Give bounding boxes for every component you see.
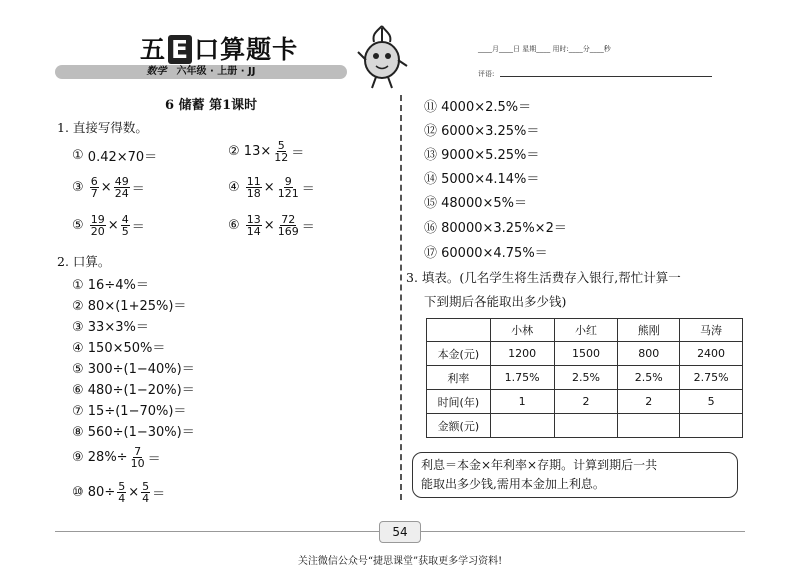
answer-cell[interactable] xyxy=(490,414,554,438)
header-matao: 马涛 xyxy=(680,319,743,342)
comment-line[interactable] xyxy=(500,68,712,77)
table-row: 利率 1.75% 2.5% 2.5% 2.75% xyxy=(427,366,743,390)
r-item-12: ⑫ 6000×3.25%＝ xyxy=(424,124,540,139)
answer-cell[interactable] xyxy=(554,414,618,438)
s2-item-3: ③ 33×3%＝ xyxy=(72,320,149,335)
s2-item-6: ⑥ 480÷(1−20%)＝ xyxy=(72,383,195,398)
header-xiaohong: 小红 xyxy=(554,319,618,342)
s1-item-6: ⑥ $\frac{13}{14}$ × $\frac{72}{169}$ ＝ xyxy=(228,213,315,238)
section3-line1: 3. 填表。(几名学生将生活费存入银行,帮忙计算一 xyxy=(406,270,681,285)
s1-item-3: ③ $\frac{6}{7}$ × $\frac{49}{24}$ ＝ xyxy=(72,175,145,200)
table-header-row xyxy=(427,319,743,342)
fraction: $\frac{13}{14}$ xyxy=(246,213,261,238)
fraction: $\frac{5}{4}$ xyxy=(118,480,126,505)
r-item-13: ⑬ 9000×5.25%＝ xyxy=(424,148,540,163)
r-item-16: ⑯ 80000×3.25%×2＝ xyxy=(424,221,567,236)
brand-suffix: 口算题卡 xyxy=(194,35,299,64)
table-row: 本金(元) 1200 1500 800 2400 xyxy=(427,342,743,366)
s2-item-4: ④ 150×50%＝ xyxy=(72,341,166,356)
s2-item-8: ⑧ 560÷(1−30%)＝ xyxy=(72,425,195,440)
subject-bar xyxy=(55,65,347,79)
header-xionggang: 熊刚 xyxy=(618,319,680,342)
hint-line-2: 能取出多少钱,需用本金加上利息。 xyxy=(421,477,605,491)
date-time-label: ____月____日 星期____ 用时:____分____秒 xyxy=(478,45,611,53)
s1-item-5: ⑤ $\frac{19}{20}$ × $\frac{4}{5}$ ＝ xyxy=(72,213,145,238)
s2-item-5: ⑤ 300÷(1−40%)＝ xyxy=(72,362,195,377)
brand-title xyxy=(140,30,298,66)
radish-mascot-icon xyxy=(352,22,412,92)
footer-text: 关注微信公众号“捷思课堂”获取更多学习资料! xyxy=(297,556,503,567)
s1-item-2: ② 13× $\frac{5}{12}$ ＝ xyxy=(228,139,305,164)
grade-info: 六年级 · 上册 · JJ xyxy=(176,66,256,77)
page-number: 54 xyxy=(379,521,421,543)
table-row-answer: 金额(元) xyxy=(427,414,743,438)
fraction: $\frac{5}{12}$ xyxy=(274,139,289,164)
s2-item-10: ⑩ 80÷ $\frac{5}{4}$ × $\frac{5}{4}$ ＝ xyxy=(72,480,166,505)
header-xiaolin: 小林 xyxy=(490,319,554,342)
s2-item-1: ① 16÷4%＝ xyxy=(72,278,149,293)
fraction: $\frac{4}{5}$ xyxy=(121,213,129,238)
column-divider xyxy=(400,95,402,500)
s2-item-7: ⑦ 15÷(1−70%)＝ xyxy=(72,404,187,419)
fraction: $\frac{19}{20}$ xyxy=(90,213,105,238)
fraction: $\frac{9}{121}$ xyxy=(277,175,299,200)
fraction: $\frac{11}{18}$ xyxy=(246,175,261,200)
fraction: $\frac{5}{4}$ xyxy=(142,480,150,505)
r-item-11: ⑪ 4000×2.5%＝ xyxy=(424,100,532,115)
r-item-17: ⑰ 60000×4.75%＝ xyxy=(424,246,548,261)
section3-line2: 下到期后各能取出多少钱) xyxy=(424,294,567,309)
lesson-title: 6 储蓄 第1课时 xyxy=(165,98,258,113)
hint-box xyxy=(412,452,738,498)
subject-label: 数学 xyxy=(146,66,167,77)
comment-label: 评语: xyxy=(478,70,495,78)
section2-title: 2. 口算。 xyxy=(57,254,111,269)
s2-item-2: ② 80×(1+25%)＝ xyxy=(72,299,187,314)
s1-item-4: ④ $\frac{11}{18}$ × $\frac{9}{121}$ ＝ xyxy=(228,175,315,200)
r-item-15: ⑮ 48000×5%＝ xyxy=(424,196,528,211)
fraction: $\frac{49}{24}$ xyxy=(114,175,129,200)
r-item-14: ⑭ 5000×4.14%＝ xyxy=(424,172,540,187)
fraction: $\frac{72}{169}$ xyxy=(277,213,299,238)
fraction: $\frac{6}{7}$ xyxy=(90,175,98,200)
answer-cell[interactable] xyxy=(618,414,680,438)
brand-e-logo: E xyxy=(168,35,192,64)
brand-prefix: 五 xyxy=(140,35,167,64)
s1-item-1: ① 0.42×70＝ xyxy=(72,148,158,165)
fraction: $\frac{7}{10}$ xyxy=(130,445,145,470)
s2-item-9: ⑨ 28%÷ $\frac{7}{10}$ ＝ xyxy=(72,445,161,470)
answer-cell[interactable] xyxy=(680,414,743,438)
hint-line-1: 利息＝本金×年利率×存期。计算到期后一共 xyxy=(421,458,658,472)
table-row: 时间(年) 1 2 2 5 xyxy=(427,390,743,414)
section1-title: 1. 直接写得数。 xyxy=(57,120,148,135)
savings-table xyxy=(426,318,743,438)
